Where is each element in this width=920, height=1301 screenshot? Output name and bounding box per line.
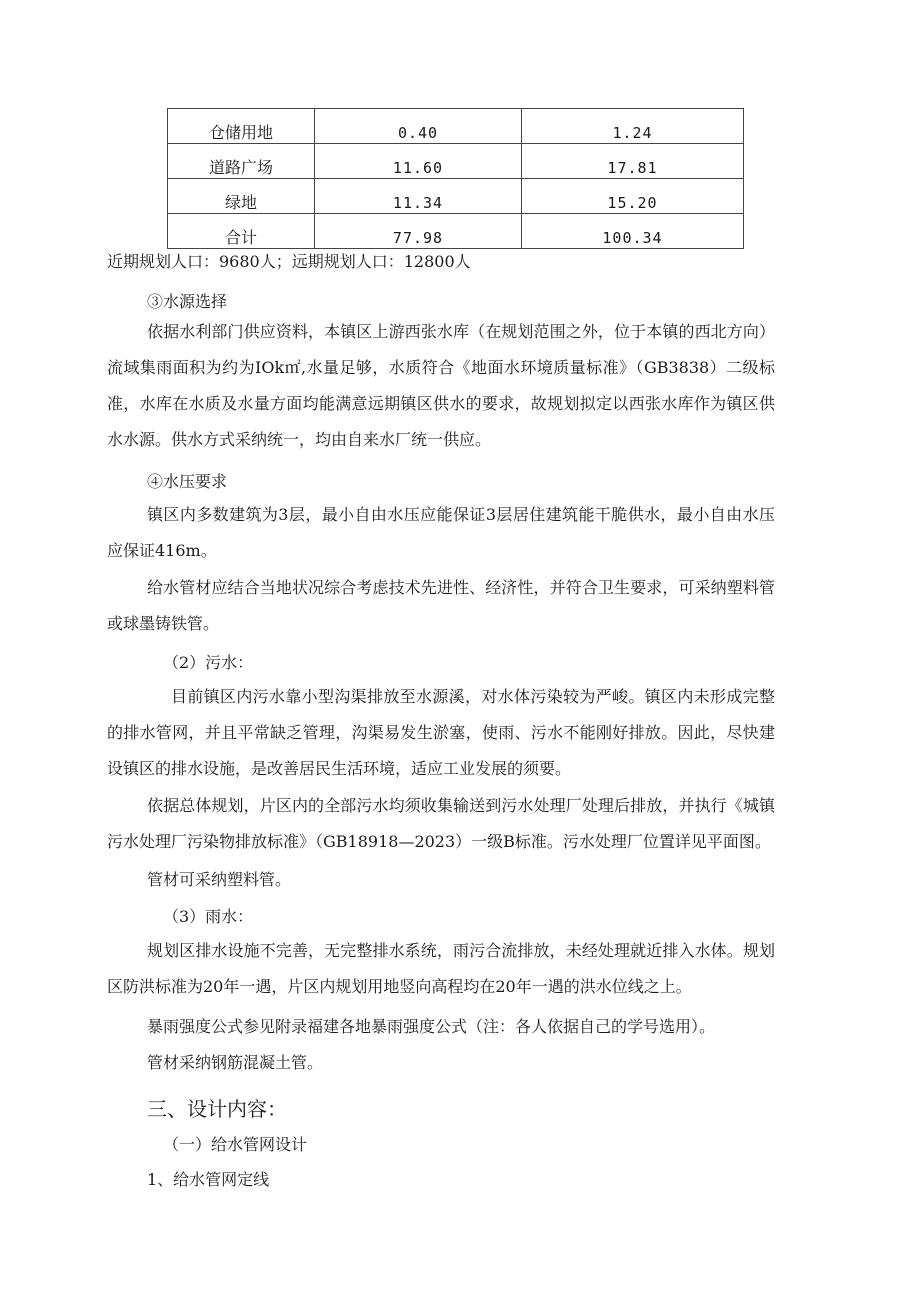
table-cell-name: 道路广场 (168, 144, 315, 179)
population-line: 近期规划人口：9680人；远期规划人口：12800人 (107, 252, 471, 271)
table-cell-near: 11.34 (315, 179, 522, 214)
subsection-item: 1、给水管网定线 (147, 1170, 270, 1189)
subsection-heading: （一）给水管网设计 (163, 1135, 308, 1154)
table-row (168, 144, 744, 179)
table-cell-name: 绿地 (168, 179, 315, 214)
sewage-paragraph-2: 依据总体规划，片区内的全部污水均须收集输送到污水处理厂处理后排放，并执行《城镇污水处理厂污染物排放标准》（GB18918—2023）一级B标准。污水处理厂位置详见平面图。 (107, 796, 775, 851)
table-cell-near: 0.40 (315, 109, 522, 144)
rain-heading: （3）雨水： (163, 907, 254, 926)
sewage-paragraph-1: 目前镇区内污水靠小型沟渠排放至水源溪，对水体污染较为严峻。镇区内未形成完整的排水管网，并且平常缺乏管理，沟渠易发生淤塞，使雨、污水不能刚好排放。因此，尽快建设镇区的排水设施，是改善居民生活环境，适应工业发展的须要。 (107, 687, 775, 778)
sewage-pipe-line: 管材可采纳塑料管。 (147, 870, 292, 889)
table-cell-near: 11.60 (315, 144, 522, 179)
water-source-paragraph: 依据水利部门供应资料，本镇区上游西张水库（在规划范围之外，位于本镇的西北方向）流域集雨面积为约为IOk㎡,水量足够，水质符合《地面水环境质量标准》（GB3838）二级标准，水库在水质及水量方面均能满意远期镇区供水的要求，故规划拟定以西张水库作为镇区供水水源。供水方式采纳统一，均由自来水厂统一供应。 (107, 322, 775, 449)
table-cell-far: 1.24 (522, 109, 744, 144)
rain-paragraph-2: 暴雨强度公式参见附录福建各地暴雨强度公式（注：各人依据自己的学号选用）。 (147, 1017, 716, 1036)
table-cell-name: 合计 (168, 214, 315, 249)
sewage-heading: （2）污水： (163, 653, 254, 672)
water-pressure-heading: ④水压要求 (147, 472, 228, 491)
water-source-heading: ③水源选择 (147, 292, 228, 311)
table-row (168, 214, 744, 249)
table-cell-near: 77.98 (315, 214, 522, 249)
table-row (168, 179, 744, 214)
rain-paragraph-1: 规划区排水设施不完善，无完整排水系统，雨污合流排放，未经处理就近排入水体。规划区防洪标准为20年一遇，片区内规划用地竖向高程均在20年一遇的洪水位线之上。 (107, 941, 775, 996)
table-cell-far: 17.81 (522, 144, 744, 179)
pipe-material-paragraph: 给水管材应结合当地状况综合考虑技术先进性、经济性，并符合卫生要求，可采纳塑料管或球墨铸铁管。 (107, 578, 775, 633)
table-cell-far: 100.34 (522, 214, 744, 249)
table-cell-name: 仓储用地 (168, 109, 315, 144)
table-cell-far: 15.20 (522, 179, 744, 214)
water-pressure-paragraph: 镇区内多数建筑为3层，最小自由水压应能保证3层居住建筑能干脆供水，最小自由水压应保证416m。 (107, 505, 775, 560)
rain-pipe-line: 管材采纳钢筋混凝土管。 (147, 1053, 324, 1072)
land-use-table (167, 108, 744, 249)
section-heading: 三、设计内容： (147, 1097, 287, 1121)
table-row (168, 109, 744, 144)
